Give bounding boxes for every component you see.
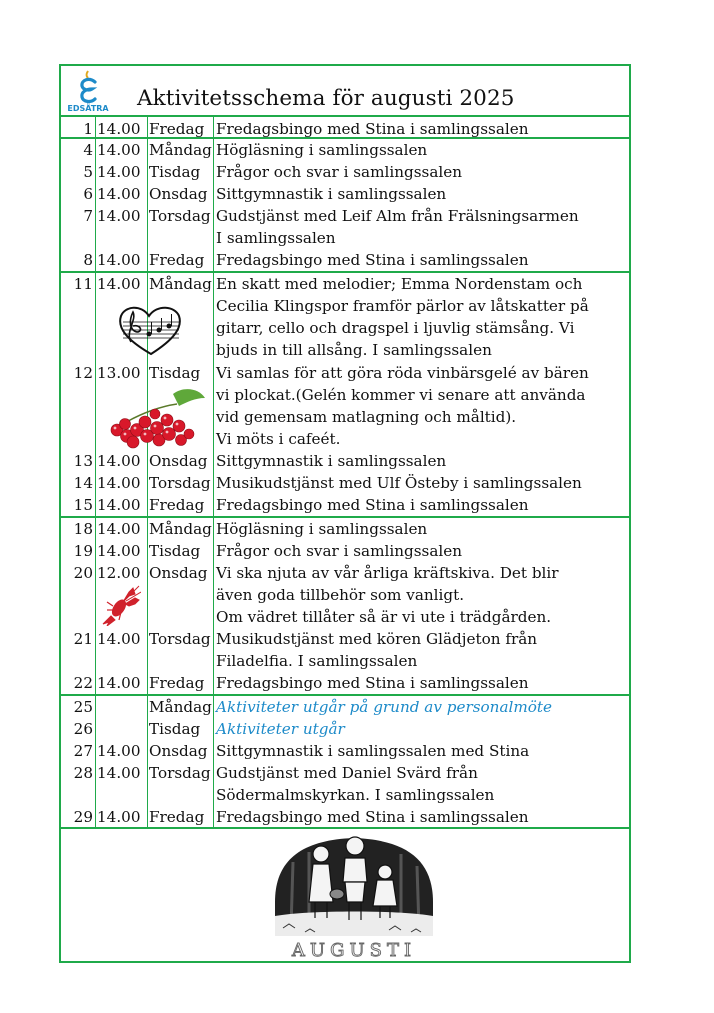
table-row (61, 718, 629, 740)
music-heart-icon (113, 302, 189, 358)
weekday-cell: Fredag (149, 496, 205, 514)
activity-cell: Frågor och svar i samlingssalen (216, 163, 463, 181)
day-cell: 13 (73, 452, 93, 470)
weekday-cell: Fredag (149, 120, 205, 138)
activity-cell: bjuds in till allsång. I samlingssalen (216, 341, 492, 359)
activity-cell: gitarr, cello och dragspel i ljuvlig stämsång. Vi (216, 319, 575, 337)
activity-cell: Högläsning i samlingssalen (216, 141, 428, 159)
table-row (61, 227, 629, 249)
activity-cell: vi plockat.(Gelén kommer vi senare att använda (216, 386, 586, 404)
table-row (61, 628, 629, 650)
logo-text: EDSÄTRA (67, 104, 109, 113)
day-cell: 6 (83, 185, 93, 203)
table-row (61, 518, 629, 540)
time-cell: 14.00 (97, 496, 141, 514)
activity-cell: Aktiviteter utgår på grund av personalmöte (216, 698, 552, 716)
table-row (61, 161, 629, 183)
day-cell: 11 (73, 275, 93, 293)
weekday-cell: Tisdag (149, 720, 201, 738)
weekday-cell: Onsdag (149, 742, 208, 760)
day-cell: 21 (73, 630, 93, 648)
day-cell: 18 (73, 520, 93, 538)
weekday-cell: Onsdag (149, 185, 208, 203)
activity-cell: En skatt med melodier; Emma Nordenstam och (216, 275, 583, 293)
activity-cell: Gudstjänst med Daniel Svärd från (216, 764, 478, 782)
activity-cell: Fredagsbingo med Stina i samlingssalen (216, 808, 529, 826)
time-cell: 14.00 (97, 674, 141, 692)
day-cell: 22 (73, 674, 93, 692)
weekday-cell: Måndag (149, 520, 212, 538)
page-title: Aktivitetsschema för augusti 2025 (137, 86, 515, 111)
time-cell: 14.00 (97, 251, 141, 269)
time-cell: 14.00 (97, 141, 141, 159)
table-row (61, 740, 629, 762)
time-cell: 14.00 (97, 185, 141, 203)
day-cell: 12 (73, 364, 93, 382)
table-row (61, 540, 629, 562)
activity-cell: Frågor och svar i samlingssalen (216, 542, 463, 560)
day-cell: 14 (73, 474, 93, 492)
table-row (61, 562, 629, 584)
activity-cell: Filadelfia. I samlingssalen (216, 652, 418, 670)
weekday-cell: Tisdag (149, 364, 201, 382)
day-cell: 28 (73, 764, 93, 782)
time-cell: 14.00 (97, 474, 141, 492)
activity-cell: Vi samlas för att göra röda vinbärsgelé av bären (216, 364, 589, 382)
time-cell: 14.00 (97, 120, 141, 138)
table-row (61, 183, 629, 205)
activity-cell: även goda tillbehör som vanligt. (216, 586, 465, 604)
time-cell: 14.00 (97, 542, 141, 560)
day-cell: 15 (73, 496, 93, 514)
weekday-cell: Torsdag (149, 474, 211, 492)
day-cell: 27 (73, 742, 93, 760)
day-cell: 4 (83, 141, 93, 159)
weekday-cell: Måndag (149, 698, 212, 716)
weekday-cell: Torsdag (149, 764, 211, 782)
activity-cell: Sittgymnastik i samlingssalen (216, 185, 447, 203)
weekday-cell: Fredag (149, 251, 205, 269)
time-cell: 12.00 (97, 564, 141, 582)
activity-cell: Vi ska njuta av vår årliga kräftskiva. Det blir (216, 564, 559, 582)
table-row (61, 118, 629, 140)
time-cell: 14.00 (97, 808, 141, 826)
weekday-cell: Torsdag (149, 630, 211, 648)
table-row (61, 494, 629, 516)
table-row (61, 362, 629, 384)
activity-cell: Fredagsbingo med Stina i samlingssalen (216, 674, 529, 692)
weekday-cell: Tisdag (149, 542, 201, 560)
schedule-sheet (59, 64, 631, 963)
day-cell: 7 (83, 207, 93, 225)
table-row (61, 784, 629, 806)
footer-caption: AUGUSTI (291, 940, 417, 961)
time-cell: 14.00 (97, 207, 141, 225)
time-cell: 14.00 (97, 163, 141, 181)
weekday-cell: Onsdag (149, 564, 208, 582)
weekday-cell: Måndag (149, 141, 212, 159)
time-cell: 14.00 (97, 742, 141, 760)
time-cell: 14.00 (97, 764, 141, 782)
time-cell: 14.00 (97, 630, 141, 648)
day-cell: 26 (73, 720, 93, 738)
activity-cell: Gudstjänst med Leif Alm från Frälsningsarmen (216, 207, 579, 225)
table-row (61, 606, 629, 628)
children-in-forest-illustration (269, 832, 439, 962)
weekday-cell: Torsdag (149, 207, 211, 225)
table-row (61, 139, 629, 161)
day-cell: 1 (83, 120, 93, 138)
time-cell: 14.00 (97, 520, 141, 538)
time-cell: 14.00 (97, 452, 141, 470)
day-cell: 20 (73, 564, 93, 582)
weekday-cell: Tisdag (149, 163, 201, 181)
activity-cell: Sittgymnastik i samlingssalen med Stina (216, 742, 530, 760)
activity-cell: Fredagsbingo med Stina i samlingssalen (216, 496, 529, 514)
day-cell: 19 (73, 542, 93, 560)
day-cell: 29 (73, 808, 93, 826)
activity-cell: Om vädret tillåter så är vi ute i trädgården. (216, 608, 552, 626)
activity-cell: Sittgymnastik i samlingssalen (216, 452, 447, 470)
activity-cell: Musikudstjänst med Ulf Östeby i samlingssalen (216, 474, 582, 492)
weekday-cell: Måndag (149, 275, 212, 293)
activity-cell: Fredagsbingo med Stina i samlingssalen (216, 251, 529, 269)
activity-cell: Vi möts i cafeét. (216, 430, 341, 448)
header (61, 66, 629, 117)
table-row (61, 584, 629, 606)
day-cell: 5 (83, 163, 93, 181)
crayfish-icon (99, 584, 141, 626)
time-cell: 14.00 (97, 275, 141, 293)
day-cell: 25 (73, 698, 93, 716)
table-row (61, 472, 629, 494)
activity-cell: vid gemensam matlagning och måltid). (216, 408, 517, 426)
table-row (61, 249, 629, 271)
table-row (61, 273, 629, 295)
weekday-cell: Fredag (149, 808, 205, 826)
table-row (61, 650, 629, 672)
table-row (61, 672, 629, 694)
activity-cell: Södermalmskyrkan. I samlingssalen (216, 786, 495, 804)
table-row (61, 450, 629, 472)
activity-cell: I samlingssalen (216, 229, 336, 247)
day-cell: 8 (83, 251, 93, 269)
activity-cell: Fredagsbingo med Stina i samlingssalen (216, 120, 529, 138)
weekday-cell: Onsdag (149, 452, 208, 470)
table-row (61, 205, 629, 227)
table-row (61, 762, 629, 784)
activity-cell: Cecilia Klingspor framför pärlor av låtskatter på (216, 297, 589, 315)
weekday-cell: Fredag (149, 674, 205, 692)
lyre-logo (65, 68, 111, 114)
table-row (61, 806, 629, 828)
table-row (61, 696, 629, 718)
time-cell: 13.00 (97, 364, 141, 382)
activity-cell: Musikudstjänst med kören Glädjeton från (216, 630, 538, 648)
red-currants-image (103, 384, 209, 450)
activity-cell: Högläsning i samlingssalen (216, 520, 428, 538)
activity-cell: Aktiviteter utgår (216, 720, 345, 738)
